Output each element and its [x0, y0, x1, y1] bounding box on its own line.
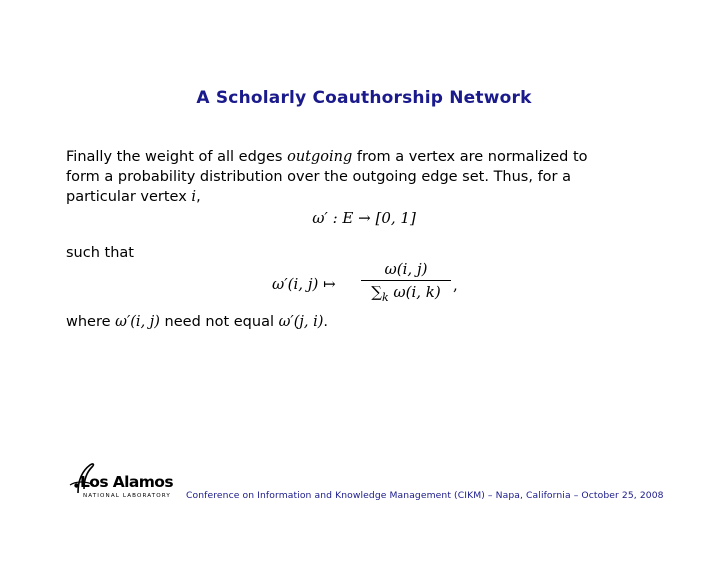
los-alamos-logo — [64, 459, 173, 501]
fraction-numerator: ω(i, j) — [384, 260, 428, 278]
logo-subtitle: NATIONAL LABORATORY — [83, 493, 171, 499]
expression-omega-ji: ω′(j, i) — [278, 314, 324, 330]
vertex-variable: i — [191, 189, 197, 205]
text-segment: from a vertex are normalized to — [352, 149, 588, 165]
fraction — [360, 258, 452, 303]
slide-title: A Scholarly Coauthorship Network — [196, 88, 532, 108]
text-segment: need not equal — [159, 314, 279, 330]
sum-index: k — [381, 291, 389, 304]
paragraph-line-2: form a probability distribution over the outgoing edge set. Thus, for a — [66, 169, 572, 185]
paragraph-line-3 — [66, 187, 201, 207]
fraction-denominator — [360, 281, 452, 303]
emphasis-outgoing: outgoing — [287, 149, 353, 165]
equation-mapping-text: ω′ : E → [0, 1] — [312, 209, 416, 227]
sum-symbol: ∑ — [371, 283, 382, 301]
text-segment: Finally the weight of all edges — [66, 149, 288, 165]
logo-name: Los Alamos — [80, 473, 173, 491]
paragraph-such-that: such that — [66, 245, 134, 261]
equation-normalization — [270, 258, 480, 314]
text-segment: particular vertex — [66, 189, 192, 205]
paragraph-line-1 — [66, 147, 588, 167]
equation-lhs: ω′(i, j) ↦ — [272, 275, 336, 293]
text-segment: , — [196, 189, 201, 205]
text-segment: where — [66, 314, 116, 330]
text-segment: . — [323, 314, 329, 330]
paragraph-where — [66, 312, 328, 332]
footer-conference-text: Conference on Information and Knowledge Management (CIKM) – Napa, California – October 25, 2008 — [186, 490, 664, 501]
slide-footer — [0, 455, 728, 515]
equation-mapping — [0, 209, 728, 227]
expression-omega-ij: ω′(i, j) — [115, 314, 160, 330]
denominator-term: ω(i, k) — [388, 283, 441, 301]
equation-comma: , — [453, 276, 458, 294]
